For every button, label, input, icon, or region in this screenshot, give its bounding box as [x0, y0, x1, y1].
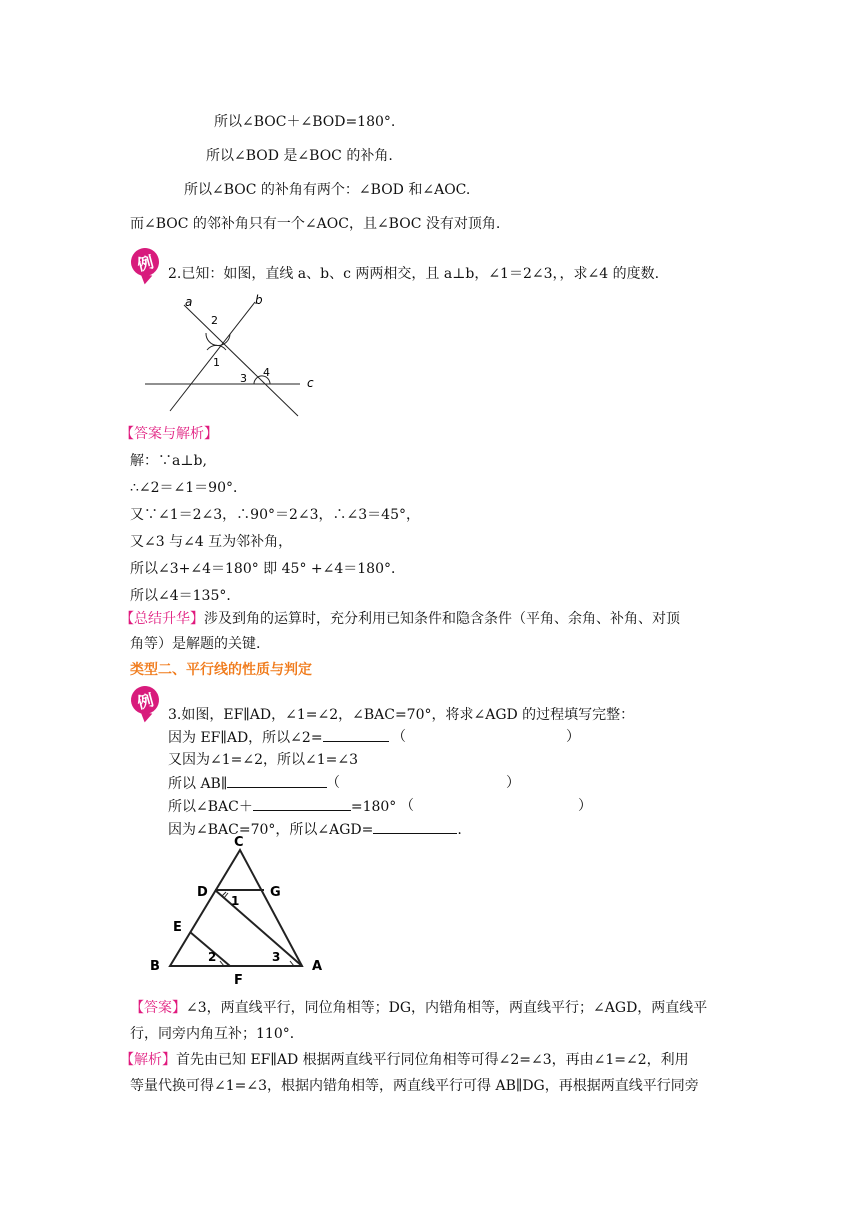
- reason-close-paren: ）: [566, 729, 580, 745]
- text-line: 所以∠BOC＋∠BOD=180°.: [214, 114, 396, 130]
- step-text: 因为∠BAC=70°，所以∠AGD=: [168, 822, 374, 838]
- vertex-g-label: G: [270, 885, 281, 900]
- example-3-figure: [140, 830, 340, 990]
- solution-line: 解：∵a⊥b,: [130, 453, 207, 469]
- answer-paragraph: [130, 998, 707, 1018]
- reason-open-paren: （: [400, 798, 414, 814]
- analysis-text: 首先由已知 EF∥AD 根据两直线平行同位角相等可得∠2=∠3，再由∠1=∠2，利用: [176, 1052, 689, 1068]
- vertex-c-label: C: [234, 835, 244, 850]
- analysis-heading: 【解析】: [120, 1052, 176, 1068]
- solution-line: 又∵∠1＝2∠3，∴90°＝2∠3，∴∠3＝45°，: [130, 507, 420, 523]
- fill-step-2: 又因为∠1=∠2，所以∠1=∠3: [168, 752, 359, 768]
- solution-line: 所以∠3+∠4＝180° 即 45° +∠4＝180°．: [130, 561, 405, 577]
- answer-heading: 【答案与解析】: [120, 426, 218, 442]
- reason-open-paren: （: [392, 729, 406, 745]
- reason-close-paren: ）: [506, 775, 520, 791]
- solution-line: ∴∠2＝∠1＝90°．: [130, 480, 247, 496]
- solution-line: 又∠3 与∠4 互为邻补角，: [130, 534, 293, 550]
- text-line: 所以∠BOD 是∠BOC 的补角.: [206, 148, 393, 164]
- fill-step-1: [168, 727, 389, 748]
- example-2-question: 2.已知：如图，直线 a、b、c 两两相交，且 a⊥b，∠1＝2∠3，，求∠4 的度数.: [168, 266, 660, 282]
- angle-2-label: 2: [211, 314, 218, 327]
- example-badge: 例: [128, 683, 162, 717]
- step-text: .: [457, 822, 462, 838]
- angle-3-label: 3: [272, 950, 281, 964]
- line-a-label: a: [185, 295, 193, 309]
- summary-paragraph: [120, 609, 680, 629]
- vertex-d-label: D: [197, 885, 208, 900]
- example-2-figure: [140, 288, 330, 420]
- line-b-label: b: [255, 293, 263, 307]
- step-text: 所以 AB∥: [168, 776, 228, 792]
- vertex-f-label: F: [234, 973, 243, 988]
- answer-heading: 【答案】: [130, 1000, 186, 1016]
- summary-heading: 【总结升华】: [120, 611, 204, 627]
- summary-text-cont: 角等）是解题的关键.: [130, 636, 261, 652]
- example-3-question: 3.如图，EF∥AD，∠1=∠2，∠BAC=70°，将求∠AGD 的过程填写完整：: [168, 707, 635, 723]
- step-text: 因为 EF∥AD，所以∠2=: [168, 730, 323, 746]
- answer-text-cont: 行，同旁内角互补；110°．: [130, 1026, 304, 1042]
- line-c-label: c: [307, 376, 314, 390]
- vertex-b-label: B: [150, 959, 160, 974]
- reason-open-paren: （: [326, 775, 340, 791]
- angle-3-label: 3: [240, 372, 247, 385]
- angle-1-label: 1: [213, 356, 220, 369]
- answer-text: ∠3，两直线平行，同位角相等；DG，内错角相等，两直线平行；∠AGD，两直线平: [186, 1000, 708, 1016]
- fill-step-3: [168, 773, 327, 794]
- answer-blank[interactable]: [227, 773, 327, 788]
- step-text: 所以∠BAC＋: [168, 799, 253, 815]
- vertex-a-label: A: [312, 959, 323, 974]
- text-line: 所以∠BOC 的补角有两个：∠BOD 和∠AOC.: [184, 182, 471, 198]
- analysis-paragraph: [120, 1050, 689, 1070]
- solution-line: 所以∠4＝135°．: [130, 588, 241, 604]
- section-title: 类型二、平行线的性质与判定: [130, 662, 312, 678]
- step-text: =180°: [350, 799, 397, 815]
- reason-close-paren: ）: [578, 798, 592, 814]
- vertex-e-label: E: [173, 920, 182, 935]
- answer-blank[interactable]: [373, 819, 457, 834]
- answer-blank[interactable]: [253, 796, 351, 811]
- angle-4-label: 4: [263, 366, 270, 379]
- answer-blank[interactable]: [323, 727, 389, 742]
- fill-step-4: [168, 796, 396, 817]
- text-line: 而∠BOC 的邻补角只有一个∠AOC，且∠BOC 没有对顶角.: [130, 216, 501, 232]
- analysis-text-cont: 等量代换可得∠1=∠3，根据内错角相等，两直线平行可得 AB∥DG，再根据两直线平行同旁: [130, 1078, 699, 1094]
- angle-2-label: 2: [208, 950, 217, 964]
- example-badge: 例: [128, 245, 162, 279]
- summary-text: 涉及到角的运算时，充分利用已知条件和隐含条件（平角、余角、补角、对顶: [204, 611, 680, 627]
- angle-1-label: 1: [231, 894, 240, 908]
